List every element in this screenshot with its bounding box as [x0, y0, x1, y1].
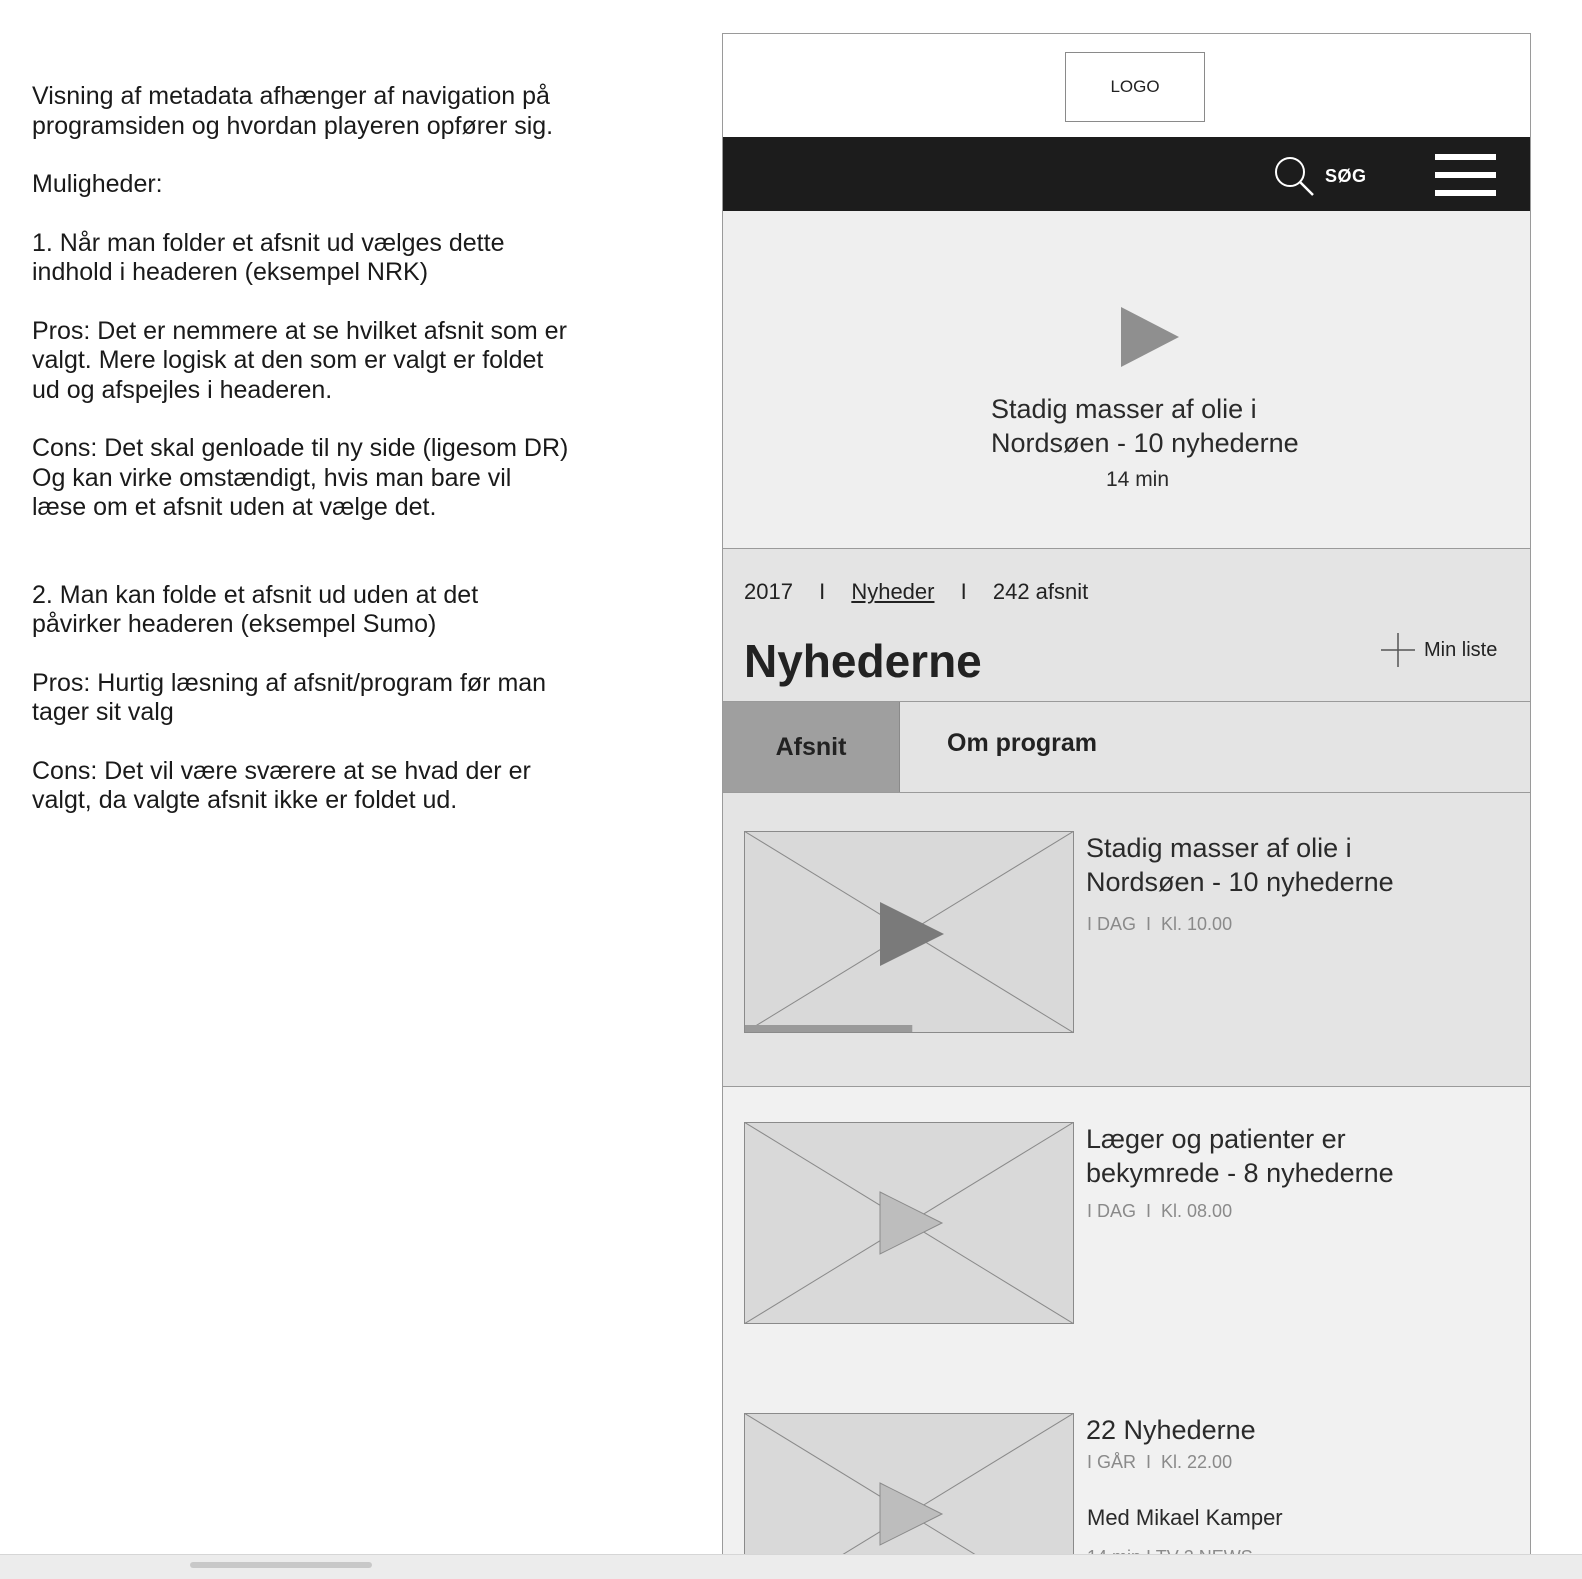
- episode-day: I DAG: [1087, 1201, 1137, 1221]
- episode-time: Kl. 08.00: [1161, 1201, 1233, 1221]
- program-tabs: [723, 702, 1530, 793]
- notes-line: valgt, da valgte afsnit ikke er foldet ud.: [32, 786, 458, 814]
- scrollbar-thumb[interactable]: [190, 1562, 372, 1568]
- notes-option2-cons: [32, 757, 632, 816]
- notes-line: valgt. Mere logisk at den som er valgt er foldet: [32, 346, 544, 374]
- program-year: 2017: [744, 579, 793, 604]
- category-link[interactable]: Nyheder: [851, 579, 935, 604]
- my-list-label: Min liste: [1424, 638, 1498, 661]
- meta-separator: I: [1146, 914, 1152, 934]
- episode-title-line: Stadig masser af olie i: [1086, 833, 1352, 863]
- notes-option1: [32, 229, 632, 288]
- episode-thumbnail[interactable]: [744, 831, 1074, 1033]
- notes-line: indhold i headeren (eksempel NRK): [32, 258, 429, 286]
- logo-bar: [723, 34, 1530, 137]
- player-title-line: Stadig masser af olie i: [991, 394, 1257, 424]
- notes-intro-line: programsiden og hvordan playeren opfører sig.: [32, 111, 554, 140]
- player-title-line: Nordsøen - 10 nyhederne: [991, 428, 1299, 458]
- episode-item[interactable]: [723, 1087, 1530, 1377]
- episode-title-line: Læger og patienter er: [1086, 1124, 1346, 1154]
- player-title: [991, 392, 1411, 460]
- episode-time: Kl. 10.00: [1161, 914, 1233, 934]
- notes-option1-pros: [32, 317, 632, 406]
- episode-title-line: 22 Nyhederne: [1086, 1415, 1256, 1445]
- plus-icon: [1381, 633, 1415, 667]
- notes-line: Og kan virke omstændigt, hvis man bare vil: [32, 463, 512, 492]
- notes-line: Cons: Det skal genloade til ny side (ligesom DR): [32, 434, 569, 462]
- episode-day: I GÅR: [1087, 1452, 1137, 1472]
- notes-option2: [32, 581, 632, 640]
- search-icon[interactable]: [1274, 156, 1314, 196]
- hamburger-menu-icon[interactable]: [1435, 154, 1496, 198]
- horizontal-scrollbar[interactable]: [0, 1554, 1582, 1579]
- tab-about-program[interactable]: Om program: [947, 729, 1098, 757]
- notes-line: Cons: Det vil være sværere at se hvad der er: [32, 756, 531, 785]
- nav-bar: [723, 137, 1530, 211]
- notes-line: 1. Når man folder et afsnit ud vælges dette: [32, 228, 505, 257]
- page-title: Nyhederne: [744, 635, 982, 687]
- episode-time: Kl. 22.00: [1161, 1452, 1233, 1472]
- search-button[interactable]: SØG: [1325, 166, 1367, 186]
- episode-title[interactable]: [1086, 1413, 1516, 1447]
- notes-line: 2. Man kan folde et afsnit ud uden at det: [32, 580, 479, 609]
- logo[interactable]: LOGO: [1065, 52, 1205, 122]
- progress-bar: [745, 1025, 912, 1032]
- episode-airtime: [1087, 1201, 1232, 1222]
- mobile-wireframe: [722, 33, 1531, 1578]
- episode-title[interactable]: [1086, 831, 1516, 899]
- meta-separator: I: [1146, 1201, 1152, 1221]
- notes-intro-line: Visning af metadata afhænger af navigation på: [32, 82, 550, 110]
- notes-line: Pros: Det er nemmere at se hvilket afsnit som er: [32, 316, 567, 345]
- notes-option2-pros: [32, 669, 632, 728]
- notes-panel: [32, 82, 632, 816]
- episode-item[interactable]: [723, 793, 1530, 1087]
- episode-item[interactable]: [723, 1377, 1530, 1578]
- episode-thumbnail[interactable]: [744, 1122, 1074, 1324]
- episode-title-line: bekymrede - 8 nyhederne: [1086, 1158, 1394, 1188]
- episode-count: 242 afsnit: [992, 579, 1089, 604]
- play-icon[interactable]: [1121, 307, 1179, 367]
- episode-airtime: [1087, 914, 1232, 935]
- meta-separator: I: [960, 579, 967, 604]
- tab-episodes[interactable]: Afsnit: [723, 702, 900, 792]
- add-to-my-list-button[interactable]: [1381, 633, 1497, 667]
- meta-separator: I: [819, 579, 826, 604]
- notes-line: læse om et afsnit uden at vælge det.: [32, 493, 437, 521]
- notes-line: påvirker headeren (eksempel Sumo): [32, 610, 437, 638]
- video-player[interactable]: [723, 211, 1530, 549]
- episode-title-line: Nordsøen - 10 nyhederne: [1086, 867, 1394, 897]
- notes-line: Pros: Hurtig læsning af afsnit/program før man: [32, 668, 547, 697]
- program-meta: [744, 579, 1088, 605]
- episode-host: Med Mikael Kamper: [1087, 1505, 1283, 1530]
- notes-line: tager sit valg: [32, 698, 174, 726]
- notes-line: ud og afspejles i headeren.: [32, 375, 333, 404]
- notes-option1-cons: [32, 434, 632, 523]
- meta-separator: I: [1146, 1452, 1152, 1472]
- notes-intro: [32, 82, 632, 141]
- player-duration: 14 min: [1106, 468, 1170, 491]
- program-header: [723, 549, 1530, 702]
- episode-title[interactable]: [1086, 1122, 1516, 1190]
- episode-day: I DAG: [1087, 914, 1137, 934]
- notes-options-heading: Muligheder:: [32, 170, 163, 198]
- episode-airtime: [1087, 1452, 1232, 1473]
